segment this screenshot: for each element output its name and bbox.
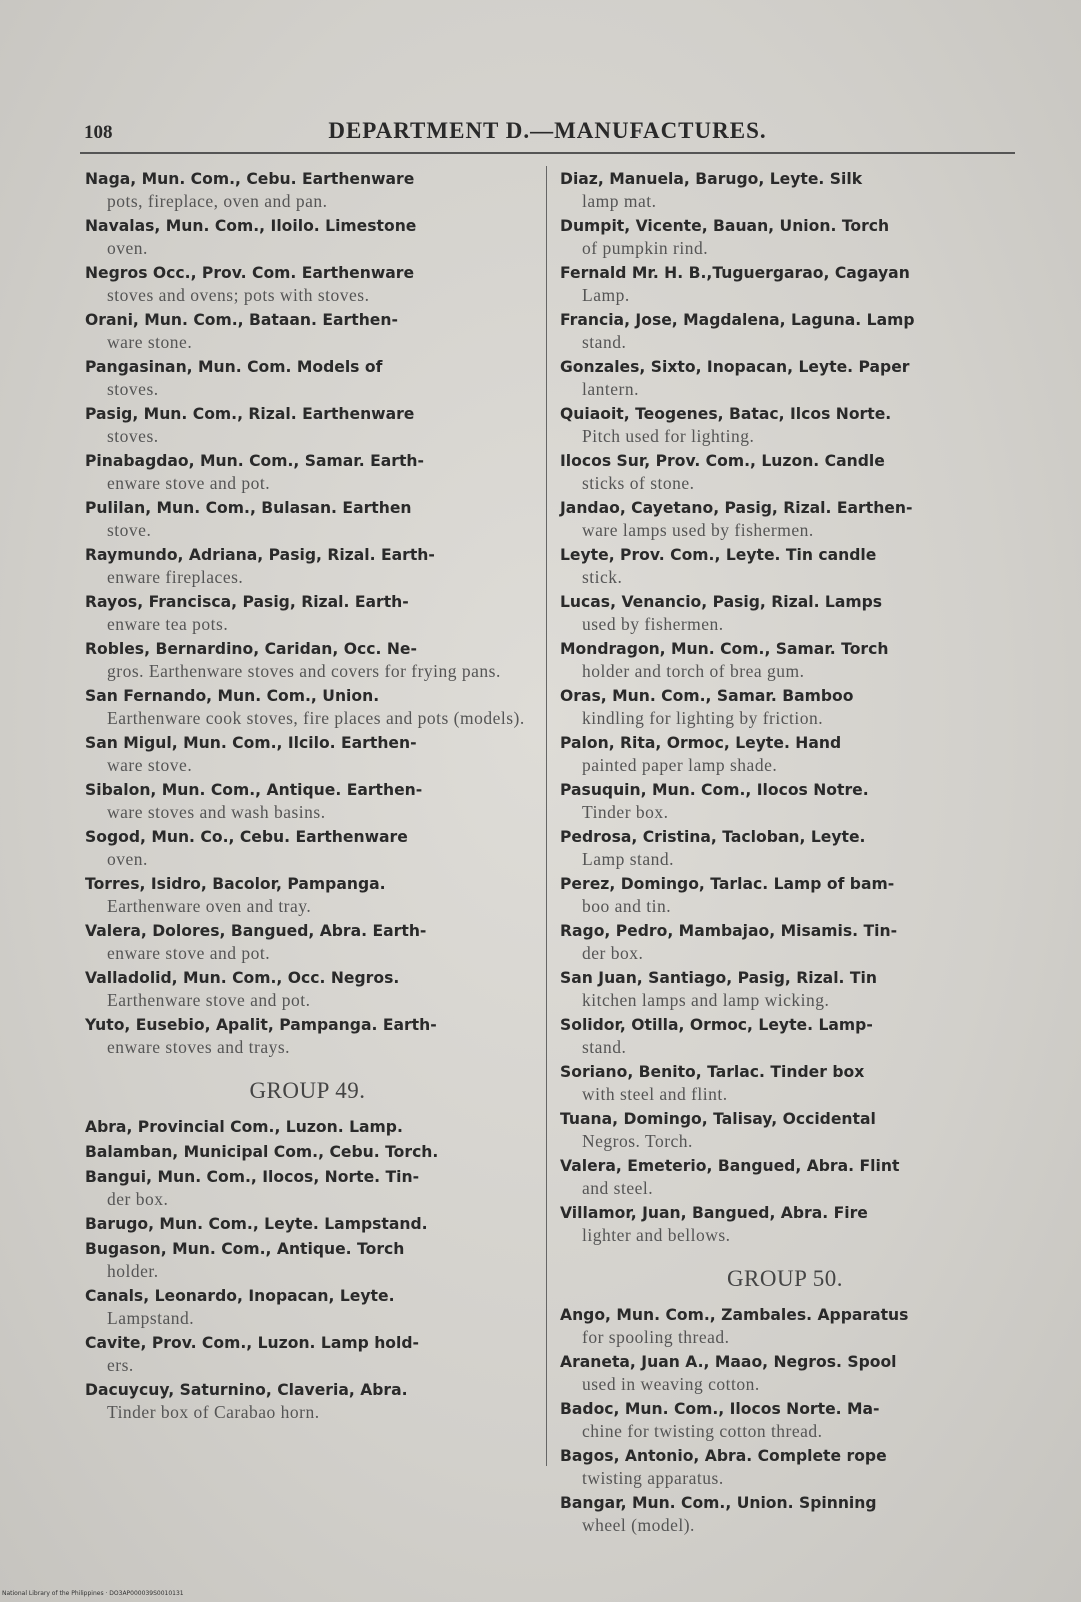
- list-item: [85, 873, 530, 917]
- list-item: [560, 1304, 1010, 1348]
- list-item: [560, 544, 1010, 588]
- running-title: DEPARTMENT D.—MANUFACTURES.: [328, 118, 767, 143]
- entry-first-line: San Fernando, Mun. Com., Union.: [85, 687, 380, 705]
- right-column: [560, 168, 1010, 1539]
- entry-first-line: Bangar, Mun. Com., Union. Spinning: [560, 1494, 877, 1512]
- list-item: [560, 1398, 1010, 1442]
- list-item: [85, 732, 530, 776]
- list-item: [560, 1351, 1010, 1395]
- entry-description: Lamp.: [582, 285, 630, 305]
- entry-first-line: Pasuquin, Mun. Com., Ilocos Notre.: [560, 781, 869, 799]
- list-item: [85, 215, 530, 259]
- list-item: [560, 873, 1010, 917]
- entry-first-line: Fernald Mr. H. B.,Tuguergarao, Cagayan: [560, 264, 910, 282]
- list-item: [85, 1332, 530, 1376]
- entry-first-line: Bagos, Antonio, Abra. Complete rope: [560, 1447, 887, 1465]
- list-item: [560, 1445, 1010, 1489]
- entry-first-line: Araneta, Juan A., Maao, Negros. Spool: [560, 1353, 897, 1371]
- list-item: [85, 544, 530, 588]
- list-item: [85, 685, 530, 729]
- entry-first-line: Palon, Rita, Ormoc, Leyte. Hand: [560, 734, 842, 752]
- entry-first-line: Pedrosa, Cristina, Tacloban, Leyte.: [560, 828, 866, 846]
- entry-description: enware stoves and trays.: [107, 1037, 291, 1057]
- entry-first-line: Robles, Bernardino, Caridan, Occ. Ne-: [85, 640, 417, 658]
- entry-description: stick.: [582, 567, 623, 587]
- list-item: [85, 1141, 530, 1163]
- entry-description: Lampstand.: [107, 1308, 195, 1328]
- entry-first-line: Oras, Mun. Com., Samar. Bamboo: [560, 687, 854, 705]
- list-item: [560, 168, 1010, 212]
- list-item: [560, 497, 1010, 541]
- entry-first-line: Pasig, Mun. Com., Rizal. Earthenware: [85, 405, 415, 423]
- entry-first-line: Mondragon, Mun. Com., Samar. Torch: [560, 640, 889, 658]
- entry-first-line: Navalas, Mun. Com., Iloilo. Limestone: [85, 217, 417, 235]
- entry-first-line: Abra, Provincial Com., Luzon. Lamp.: [85, 1118, 403, 1136]
- entry-description: stoves.: [107, 426, 159, 446]
- entry-description: ers.: [107, 1355, 134, 1375]
- entry-description: ware stone.: [107, 332, 193, 352]
- list-item: [560, 1061, 1010, 1105]
- entry-first-line: Perez, Domingo, Tarlac. Lamp of bam-: [560, 875, 895, 893]
- entry-first-line: Tuana, Domingo, Talisay, Occidental: [560, 1110, 876, 1128]
- entry-first-line: Sogod, Mun. Co., Cebu. Earthenware: [85, 828, 408, 846]
- left-entries-list: [85, 168, 530, 1058]
- entry-description: der box.: [107, 1189, 169, 1209]
- list-item: [85, 1166, 530, 1210]
- group-heading-49: GROUP 49.: [249, 1078, 366, 1103]
- entry-description: Earthenware oven and tray.: [107, 896, 312, 916]
- entry-description: kitchen lamps and lamp wicking.: [582, 990, 830, 1010]
- entry-description: enware tea pots.: [107, 614, 229, 634]
- entry-description: used in weaving cotton.: [582, 1374, 760, 1394]
- entry-description: boo and tin.: [582, 896, 672, 916]
- entry-first-line: San Migul, Mun. Com., Ilcilo. Earthen-: [85, 734, 417, 752]
- entry-description: lamp mat.: [582, 191, 657, 211]
- entry-description: Lamp stand.: [582, 849, 675, 869]
- list-item: [85, 450, 530, 494]
- entry-description: lantern.: [582, 379, 639, 399]
- entry-first-line: Solidor, Otilla, Ormoc, Leyte. Lamp-: [560, 1016, 873, 1034]
- entry-first-line: Balamban, Municipal Com., Cebu. Torch.: [85, 1143, 439, 1161]
- list-item: [85, 826, 530, 870]
- entry-description: pots, fireplace, oven and pan.: [107, 191, 328, 211]
- entry-first-line: Orani, Mun. Com., Bataan. Earthen-: [85, 311, 398, 329]
- entry-first-line: Rayos, Francisca, Pasig, Rizal. Earth-: [85, 593, 409, 611]
- entry-first-line: Negros Occ., Prov. Com. Earthenware: [85, 264, 415, 282]
- entry-first-line: Soriano, Benito, Tarlac. Tinder box: [560, 1063, 865, 1081]
- list-item: [560, 450, 1010, 494]
- entry-first-line: Leyte, Prov. Com., Leyte. Tin candle: [560, 546, 877, 564]
- list-item: [85, 1014, 530, 1058]
- entry-description: sticks of stone.: [582, 473, 695, 493]
- column-divider: [546, 166, 547, 1466]
- list-item: [85, 591, 530, 635]
- entry-description: der box.: [582, 943, 644, 963]
- list-item: [85, 1379, 530, 1423]
- entry-description: holder and torch of brea gum.: [582, 661, 805, 681]
- entry-first-line: Ango, Mun. Com., Zambales. Apparatus: [560, 1306, 909, 1324]
- list-item: [85, 356, 530, 400]
- entry-first-line: Pulilan, Mun. Com., Bulasan. Earthen: [85, 499, 412, 517]
- list-item: [85, 1285, 530, 1329]
- entry-description: of pumpkin rind.: [582, 238, 709, 258]
- list-item: [85, 262, 530, 306]
- entry-first-line: Cavite, Prov. Com., Luzon. Lamp hold-: [85, 1334, 419, 1352]
- entry-first-line: Raymundo, Adriana, Pasig, Rizal. Earth-: [85, 546, 435, 564]
- entry-description: Earthenware stove and pot.: [107, 990, 311, 1010]
- entry-first-line: Badoc, Mun. Com., Ilocos Norte. Ma-: [560, 1400, 880, 1418]
- entry-description: stand.: [582, 332, 627, 352]
- page-header: [80, 118, 1015, 152]
- entry-first-line: Naga, Mun. Com., Cebu. Earthenware: [85, 170, 415, 188]
- list-item: [85, 967, 530, 1011]
- entry-description: stove.: [107, 520, 152, 540]
- list-item: [85, 168, 530, 212]
- entry-description: chine for twisting cotton thread.: [582, 1421, 823, 1441]
- right-entries-list: [560, 168, 1010, 1246]
- entry-description: ware lamps used by fishermen.: [582, 520, 814, 540]
- entry-description: Tinder box of Carabao horn.: [107, 1402, 320, 1422]
- entry-first-line: Pinabagdao, Mun. Com., Samar. Earth-: [85, 452, 424, 470]
- entry-first-line: Bangui, Mun. Com., Ilocos, Norte. Tin-: [85, 1168, 420, 1186]
- entry-first-line: Francia, Jose, Magdalena, Laguna. Lamp: [560, 311, 915, 329]
- entry-description: lighter and bellows.: [582, 1225, 731, 1245]
- entry-description: oven.: [107, 238, 148, 258]
- list-item: [560, 638, 1010, 682]
- list-item: [560, 920, 1010, 964]
- list-item: [560, 779, 1010, 823]
- entry-first-line: Gonzales, Sixto, Inopacan, Leyte. Paper: [560, 358, 910, 376]
- entry-description: stoves.: [107, 379, 159, 399]
- list-item: [85, 920, 530, 964]
- list-item: [560, 309, 1010, 353]
- entry-first-line: Yuto, Eusebio, Apalit, Pampanga. Earth-: [85, 1016, 437, 1034]
- list-item: [560, 732, 1010, 776]
- list-item: [560, 826, 1010, 870]
- list-item: [85, 309, 530, 353]
- entry-description: Negros. Torch.: [582, 1131, 693, 1151]
- entry-first-line: Pangasinan, Mun. Com. Models of: [85, 358, 383, 376]
- entry-first-line: Bugason, Mun. Com., Antique. Torch: [85, 1240, 405, 1258]
- list-item: [560, 215, 1010, 259]
- entry-first-line: San Juan, Santiago, Pasig, Rizal. Tin: [560, 969, 877, 987]
- entry-first-line: Lucas, Venancio, Pasig, Rizal. Lamps: [560, 593, 883, 611]
- entry-description: twisting apparatus.: [582, 1468, 724, 1488]
- entry-description: Earthenware cook stoves, fire places and pots (models).: [107, 708, 525, 728]
- entry-first-line: Quiaoit, Teogenes, Batac, Ilcos Norte.: [560, 405, 892, 423]
- list-item: [560, 1155, 1010, 1199]
- entry-first-line: Rago, Pedro, Mambajao, Misamis. Tin-: [560, 922, 898, 940]
- entry-description: painted paper lamp shade.: [582, 755, 778, 775]
- entry-first-line: Dumpit, Vicente, Bauan, Union. Torch: [560, 217, 890, 235]
- entry-first-line: Canals, Leonardo, Inopacan, Leyte.: [85, 1287, 395, 1305]
- left-column: [85, 168, 530, 1426]
- list-item: [560, 591, 1010, 635]
- entry-first-line: Villamor, Juan, Bangued, Abra. Fire: [560, 1204, 868, 1222]
- entry-first-line: Dacuycuy, Saturnino, Claveria, Abra.: [85, 1381, 408, 1399]
- group-heading-50: GROUP 50.: [726, 1266, 844, 1291]
- entry-description: stand.: [582, 1037, 627, 1057]
- entry-first-line: Valladolid, Mun. Com., Occ. Negros.: [85, 969, 400, 987]
- entry-description: ware stoves and wash basins.: [107, 802, 326, 822]
- entry-first-line: Torres, Isidro, Bacolor, Pampanga.: [85, 875, 386, 893]
- entry-description: ware stove.: [107, 755, 193, 775]
- group-50-entries-list: [560, 1304, 1010, 1536]
- entry-description: stoves and ovens; pots with stoves.: [107, 285, 370, 305]
- entry-first-line: Ilocos Sur, Prov. Com., Luzon. Candle: [560, 452, 885, 470]
- entry-first-line: Valera, Emeterio, Bangued, Abra. Flint: [560, 1157, 900, 1175]
- entry-first-line: Jandao, Cayetano, Pasig, Rizal. Earthen-: [560, 499, 913, 517]
- list-item: [560, 403, 1010, 447]
- entry-first-line: Valera, Dolores, Bangued, Abra. Earth-: [85, 922, 427, 940]
- list-item: [560, 1014, 1010, 1058]
- entry-first-line: Sibalon, Mun. Com., Antique. Earthen-: [85, 781, 423, 799]
- list-item: [560, 1202, 1010, 1246]
- header-rule: [80, 152, 1015, 154]
- footer-credit: National Library of the Philippines · DO3AP000039S0010131: [2, 1590, 184, 1597]
- entry-description: holder.: [107, 1261, 159, 1281]
- entry-description: for spooling thread.: [582, 1327, 730, 1347]
- entry-description: gros. Earthenware stoves and covers for frying pans.: [107, 661, 501, 681]
- entry-description: and steel.: [582, 1178, 654, 1198]
- entry-description: wheel (model).: [582, 1515, 695, 1535]
- list-item: [85, 497, 530, 541]
- entry-description: used by fishermen.: [582, 614, 724, 634]
- list-item: [560, 967, 1010, 1011]
- entry-description: enware fireplaces.: [107, 567, 244, 587]
- entry-description: oven.: [107, 849, 148, 869]
- list-item: [560, 1108, 1010, 1152]
- list-item: [85, 638, 530, 682]
- list-item: [560, 262, 1010, 306]
- entry-first-line: Barugo, Mun. Com., Leyte. Lampstand.: [85, 1215, 428, 1233]
- page-number: 108: [84, 122, 113, 143]
- list-item: [85, 1116, 530, 1138]
- list-item: [560, 685, 1010, 729]
- entry-description: enware stove and pot.: [107, 943, 271, 963]
- list-item: [85, 1238, 530, 1282]
- entry-description: with steel and flint.: [582, 1084, 728, 1104]
- entry-description: Pitch used for lighting.: [582, 426, 755, 446]
- entry-description: enware stove and pot.: [107, 473, 271, 493]
- list-item: [85, 1213, 530, 1235]
- list-item: [560, 356, 1010, 400]
- list-item: [560, 1492, 1010, 1536]
- list-item: [85, 403, 530, 447]
- entry-description: Tinder box.: [582, 802, 669, 822]
- entry-first-line: Diaz, Manuela, Barugo, Leyte. Silk: [560, 170, 863, 188]
- group-49-entries-list: [85, 1116, 530, 1423]
- entry-description: kindling for lighting by friction.: [582, 708, 824, 728]
- list-item: [85, 779, 530, 823]
